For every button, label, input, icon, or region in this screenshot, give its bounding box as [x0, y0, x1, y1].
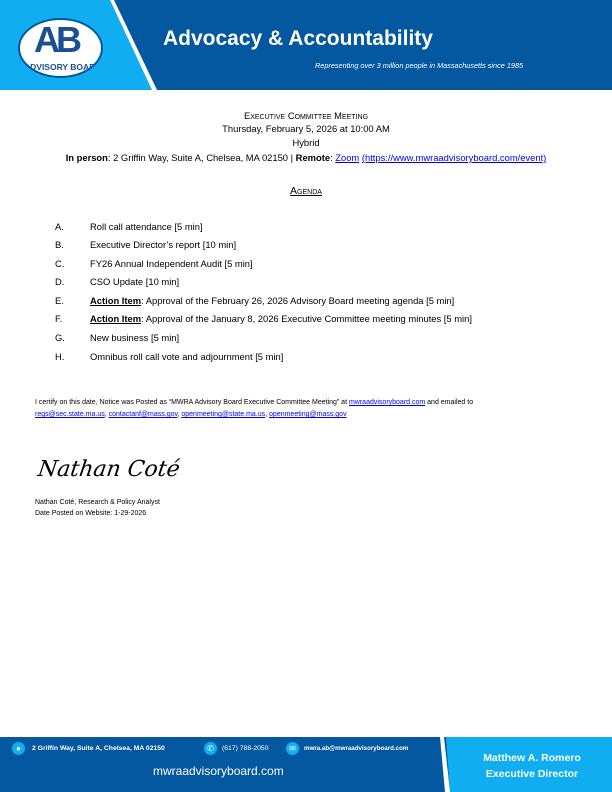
agenda-text: Omnibus roll call vote and adjournment [5 min]	[90, 351, 284, 362]
email-link[interactable]: openmeeting@mass.gov	[269, 411, 347, 418]
email-link[interactable]: contactanf@mass.gov	[108, 411, 178, 418]
meeting-datetime: Thursday, February 5, 2026 at 10:00 AM	[222, 123, 390, 134]
phone-icon: ✆	[204, 742, 217, 755]
certify-text: I certify on this date, Notice was Posted as “MWRA Advisory Board Executive Committee Meeting” at	[35, 399, 349, 406]
agenda-letter: G.	[55, 332, 65, 343]
agenda-text: New business [5 min]	[90, 332, 180, 343]
agenda-text: Roll call attendance [5 min]	[90, 221, 203, 232]
location-pin-icon: ●	[12, 742, 25, 755]
agenda-text: Executive Director’s report [10 min]	[90, 239, 237, 250]
site-link[interactable]: mwraadvisoryboard.com	[348, 399, 426, 406]
certification-line-1	[35, 398, 473, 407]
certification-emails: regs@sec.state.ma.us, contactanf@mass.gov, openmeeting@state.ma.us, openmeeting@mass.gov	[35, 411, 347, 418]
meeting-format: Hybrid	[292, 137, 320, 148]
remote-sep: :	[330, 152, 336, 163]
logo-letters: AB	[34, 19, 78, 60]
agenda-letter: H.	[55, 351, 65, 362]
footer-address: 2 Griffin Way, Suite A, Chelsea, MA 02150	[32, 745, 165, 752]
meeting-title: Executive Committee Meeting	[243, 110, 369, 121]
agenda-letter: B.	[55, 239, 64, 250]
email-link[interactable]: regs@sec.state.ma.us	[35, 411, 105, 418]
agenda-text: FY26 Annual Independent Audit [5 min]	[90, 258, 253, 269]
agenda-letter: D.	[55, 276, 65, 287]
zoom-url-link[interactable]: (https://www.mwraadvisoryboard.com/event)	[361, 152, 547, 163]
agenda-letter: E.	[55, 295, 64, 306]
footer-website[interactable]: mwraadvisoryboard.com	[153, 764, 284, 778]
agenda-text: : Approval of the January 8, 2026 Executive Committee meeting minutes [5 min]	[141, 313, 472, 324]
footer-phone: (617) 788-2050	[222, 745, 269, 752]
director-block	[452, 750, 612, 782]
signer-name: Nathan Coté, Research & Policy Analyst	[35, 499, 160, 506]
in-person-address: : 2 Griffin Way, Suite A, Chelsea, MA 02150 |	[107, 152, 296, 163]
envelope-icon: ✉	[286, 742, 299, 755]
zoom-link[interactable]: Zoom	[335, 152, 360, 163]
certify-after: and emailed to	[425, 399, 474, 406]
agenda-letter: A.	[55, 221, 64, 232]
director-name: Matthew A. Romero	[483, 752, 581, 764]
agenda-letter: C.	[55, 258, 65, 269]
agenda-item	[55, 332, 179, 343]
header-title: Advocacy & Accountability	[163, 27, 433, 50]
agenda-item	[55, 258, 253, 269]
agenda-heading: Agenda	[290, 185, 322, 197]
date-posted: Date Posted on Website: 1-29-2026	[35, 510, 147, 517]
advisory-board-logo	[18, 18, 103, 78]
email-link[interactable]: openmeeting@state.ma.us	[181, 411, 266, 418]
agenda-letter: F.	[55, 313, 63, 324]
agenda-text: CSO Update [10 min]	[90, 276, 180, 287]
meeting-location	[0, 152, 612, 163]
agenda-item	[55, 295, 454, 306]
signature: Nathan Coté	[36, 457, 182, 482]
action-item-label: Action Item	[90, 295, 142, 306]
agenda-item	[55, 313, 472, 324]
remote-label: Remote	[295, 152, 331, 163]
agenda-item	[55, 276, 179, 287]
logo-subtitle: ADVISORY BOARD	[24, 62, 102, 72]
agenda-item	[55, 351, 283, 362]
footer-email[interactable]: mwra.ab@mwraadvisoryboard.com	[304, 745, 409, 752]
header-tagline: Representing over 3 million people in Massachusetts since 1985	[315, 61, 524, 70]
agenda-item	[55, 221, 203, 232]
action-item-label: Action Item	[90, 313, 142, 324]
in-person-label: In person	[65, 152, 108, 163]
director-title: Executive Director	[485, 768, 579, 780]
agenda-text: : Approval of the February 26, 2026 Advisory Board meeting agenda [5 min]	[141, 295, 455, 306]
agenda-item	[55, 239, 236, 250]
